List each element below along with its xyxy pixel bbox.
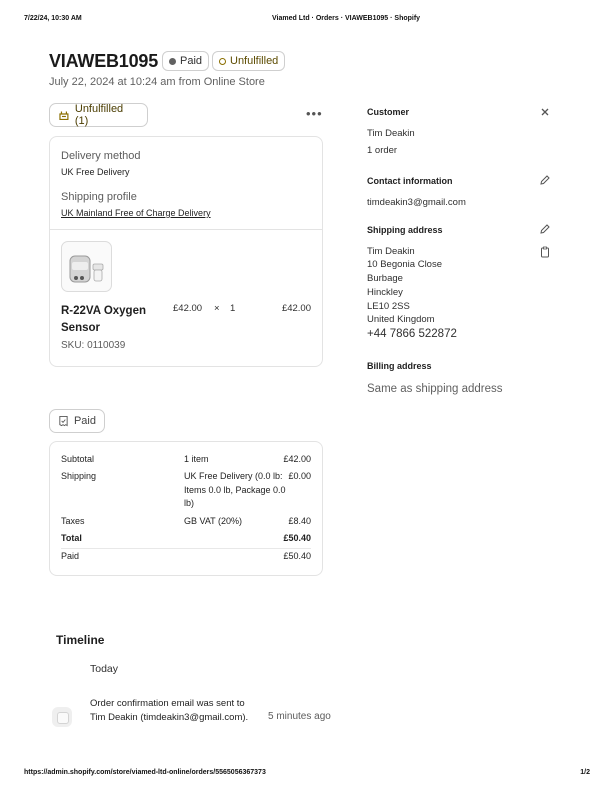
section-divider [50, 229, 322, 230]
quantity: 1 [230, 303, 236, 314]
total-label: Total [61, 533, 82, 543]
shipping-address-heading: Shipping address [367, 225, 443, 235]
unfulfilled-dot-icon [219, 58, 226, 65]
print-page-number: 1/2 [580, 769, 590, 776]
shipping-amount: £0.00 [288, 471, 311, 481]
shipping-profile-label: Shipping profile [61, 191, 137, 203]
customer-heading: Customer [367, 107, 410, 117]
timeline-heading: Timeline [56, 633, 105, 647]
taxes-label: Taxes [61, 516, 85, 526]
timeline-day-label: Today [90, 663, 119, 675]
paid-dot-icon [169, 58, 176, 65]
line-total: £42.00 [281, 303, 311, 314]
taxes-amount: £8.40 [288, 516, 311, 526]
taxes-detail: GB VAT (20%) [184, 516, 243, 526]
shipping-city: Hinckley [367, 287, 403, 298]
shipping-phone[interactable]: +44 7866 522872 [367, 328, 457, 340]
shipping-line2: Burbage [367, 273, 403, 284]
paid-status-pill [49, 409, 105, 433]
fulfillment-card [49, 136, 323, 367]
subtotal-label: Subtotal [61, 454, 95, 464]
print-title: Viamed Ltd · Orders · VIAWEB1095 · Shopify [272, 15, 421, 22]
shipping-detail: UK Free Delivery (0.0 lb: Items 0.0 lb, Package 0.0 lb) [184, 471, 286, 508]
customer-name-link[interactable]: Tim Deakin [367, 128, 415, 139]
receipt-check-icon [58, 415, 69, 427]
product-thumbnail[interactable] [61, 241, 112, 292]
more-actions-icon[interactable]: ••• [306, 106, 323, 121]
unfulfilled-status-pill [49, 103, 148, 127]
multiply-sign: × [214, 303, 220, 314]
timeline-event-message: Order confirmation email was sent to Tim Deakin (timdeakin3@gmail.com). [90, 698, 249, 723]
fulfillment-status-label: Unfulfilled [230, 55, 279, 67]
shipping-profile-link[interactable]: UK Mainland Free of Charge Delivery [61, 208, 211, 218]
print-date: 7/22/24, 10:30 AM [24, 15, 82, 22]
timeline-event-dot-icon [52, 707, 72, 727]
paid-label: Paid [61, 551, 80, 561]
billing-address-heading: Billing address [367, 361, 432, 371]
order-number: VIAWEB1095 [49, 51, 159, 71]
contact-heading: Contact information [367, 176, 453, 186]
total-divider [61, 548, 311, 549]
customer-order-count[interactable]: 1 order [367, 145, 398, 156]
shipping-name: Tim Deakin [367, 246, 415, 257]
oxygen-sensor-image [62, 242, 112, 292]
shipping-line1: 10 Begonia Close [367, 259, 442, 270]
shipping-label: Shipping [61, 471, 97, 481]
billing-address-value: Same as shipping address [367, 383, 503, 395]
product-sku: SKU: 0110039 [61, 340, 126, 351]
fulfillment-status-badge [212, 51, 285, 71]
shipping-postcode: LE10 2SS [367, 301, 410, 312]
copy-address-icon[interactable] [539, 246, 551, 258]
payment-summary-card [49, 441, 323, 576]
shipping-country: United Kingdom [367, 314, 435, 325]
subtotal-amount: £42.00 [283, 454, 311, 464]
edit-shipping-icon[interactable] [539, 223, 551, 235]
total-amount: £50.40 [283, 533, 311, 543]
unfulfilled-status-label: Unfulfilled (1) [74, 103, 124, 127]
delivery-method-value: UK Free Delivery [61, 167, 130, 177]
delivery-method-label: Delivery method [61, 150, 141, 162]
close-icon[interactable] [539, 106, 551, 118]
payment-status-label: Paid [180, 55, 203, 67]
order-subtitle: July 22, 2024 at 10:24 am from Online Store [49, 76, 265, 88]
product-name-link[interactable]: R-22VA Oxygen Sensor [61, 305, 146, 334]
unit-price: £42.00 [173, 303, 203, 314]
timeline-event-time: 5 minutes ago [268, 711, 331, 722]
subtotal-detail: 1 item [184, 454, 209, 464]
unfulfilled-box-icon [58, 109, 70, 121]
paid-amount: £50.40 [283, 551, 311, 561]
edit-contact-icon[interactable] [539, 174, 551, 186]
payment-status-badge [162, 51, 209, 71]
customer-email-link[interactable]: timdeakin3@gmail.com [367, 197, 466, 208]
print-footer [24, 769, 590, 776]
print-url: https://admin.shopify.com/store/viamed-ltd-online/orders/5565056367373 [24, 769, 266, 776]
paid-status-label: Paid [73, 415, 96, 427]
